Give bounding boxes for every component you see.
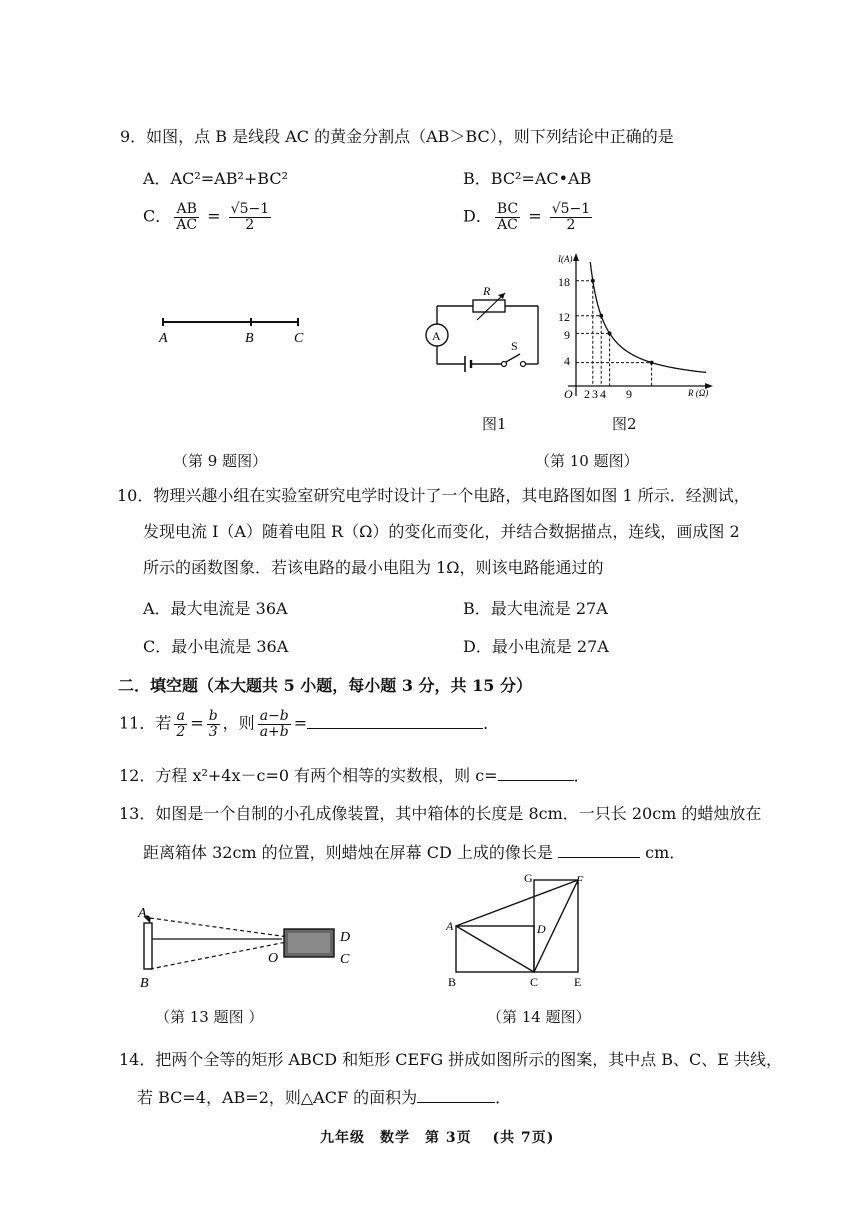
q11-answer-blank[interactable] [307,728,483,729]
q9-caption: （第 9 题图） [173,452,268,470]
q13-line2: 距离箱体 32cm 的位置，则蜡烛在屏幕 CD 上成的像长是 cm． [143,843,686,862]
q9-point-c: C [294,331,304,346]
q11-prefix: 11．若 [119,713,172,733]
q9-option-c-fraction: $\frac{AB}{AC}$ [176,201,198,233]
resistor-label: R [483,284,491,298]
q10-option-b: B．最大电流是 27A [463,599,608,618]
q11-fraction-b-over-3: $\frac{b}{3}$ [208,708,218,740]
q13-label-c: C [340,952,350,967]
q9-option-d-fraction: $\frac{BC}{AC}$ [496,201,519,233]
q10-option-a: A．最大电流是 36A [143,599,288,618]
section-heading-fill-in: 二．填空题（本大题共 5 小题，每小题 3 分，共 15 分） [118,676,532,695]
x-tick-3: 3 [592,387,598,401]
q13-label-b: B [140,976,149,991]
y-tick-9: 9 [564,328,570,342]
x-axis-label: R (Ω) [688,388,709,398]
origin-label: O [564,387,573,401]
q13-label-d: D [340,930,351,945]
q14-rectangles-figure [440,870,590,992]
q10-current-resistance-graph [548,250,718,402]
y-axis-label: I(A) [558,254,573,264]
q11-fraction-a-over-2: $\frac{a}{2}$ [176,708,186,740]
q9-segment-figure [155,312,315,348]
q10-option-c: C．最小电流是 36A [143,637,289,656]
q9-point-b: B [245,331,254,346]
q13-caption: （第 13 题图 ） [155,1008,264,1026]
q11-fraction-target: $\frac{a-b}{a+b}$ [259,708,289,740]
q9-option-d-label: D． [463,206,492,226]
q14-label-b: B [448,975,457,989]
inverse-curve [590,262,706,372]
q14-label-g: G [524,871,533,885]
data-point-2 [591,279,595,283]
data-point-3 [599,314,603,318]
q14-answer-blank[interactable] [417,1102,495,1103]
switch-label: S [511,339,518,353]
q13-pinhole-figure [132,895,367,995]
q10-stem-line1: 10．物理兴趣小组在实验室研究电学时设计了一个电路，其电路图如图 1 所示．经测试， [117,486,750,505]
data-points [591,279,654,365]
y-tick-12: 12 [558,310,570,324]
q11: 11．若 $\frac{a}{2}$ = $\frac{b}{3}$ ，则 $\frac{a-b}{a+b}$ = ． [119,708,500,740]
q10-circuit-diagram [425,284,547,384]
ammeter-label: A [432,329,441,343]
q14-label-a: A [446,919,454,933]
q9-stem: 9．如图，点 B 是线段 AC 的黄金分割点（AB＞BC），则下列结论中正确的是 [120,127,674,146]
q13-line1: 13．如图是一个自制的小孔成像装置，其中箱体的长度是 8cm．一只长 20cm 的蜡烛放在 [119,804,762,823]
data-point-9 [650,361,654,365]
q14-label-d: D [537,922,546,936]
candle [144,923,152,969]
q13-label-a: A [138,906,147,921]
q14-label-f: F [576,873,584,887]
page-footer: 九年级 数学 第 3页 (共 7页) [320,1130,555,1146]
q9-point-a: A [159,331,168,346]
q12-answer-blank[interactable] [498,780,574,781]
data-point-4 [608,331,612,335]
y-tick-4: 4 [564,354,570,368]
q14-caption: （第 14 题图） [487,1008,591,1026]
q9-option-c: C． $\frac{AB}{AC}$ = $\frac{√5-1}{2}$ [143,201,270,233]
y-tick-18: 18 [558,275,570,289]
q14-label-c: C [530,975,539,989]
q13-answer-blank[interactable] [558,857,640,858]
q14-label-e: E [574,975,582,989]
q13-label-o: O [268,951,279,966]
q14-line2: 若 BC=4，AB=2，则△ACF 的面积为 ． [137,1088,512,1107]
q9-option-b: B．BC²=AC•AB [463,169,592,188]
q10-fig1-caption: 图1 [482,415,507,433]
q10-option-d: D．最小电流是 27A [463,637,609,656]
q12-text: 12．方程 x²+4x－c=0 有两个相等的实数根，则 c= [119,766,498,785]
q9-option-d: D． $\frac{BC}{AC}$ = $\frac{√5-1}{2}$ [463,201,591,233]
x-tick-9: 9 [626,387,632,401]
q10-caption: （第 10 题图） [535,452,639,470]
resistor-symbol [473,300,505,312]
q10-fig2-caption: 图2 [612,415,637,433]
x-tick-4: 4 [600,387,606,401]
q10-stem-line3: 所示的函数图象．若该电路的最小电阻为 1Ω，则该电路能通过的 [143,558,604,577]
q9-option-c-label: C． [143,206,172,226]
q14-line1: 14．把两个全等的矩形 ABCD 和矩形 CEFG 拼成如图所示的图案，其中点 B、C、E 共线， [119,1050,783,1069]
q10-stem-line2: 发现电流 I（A）随着电阻 R（Ω）的变化而变化，并结合数据描点，连线，画成图 2 [143,522,740,541]
q12: 12．方程 x²+4x－c=0 有两个相等的实数根，则 c= ． [119,766,590,785]
q9-option-d-golden-ratio: $\frac{√5-1}{2}$ [551,201,591,233]
x-tick-2: 2 [584,387,590,401]
q9-option-a: A．AC²=AB²+BC² [143,169,289,188]
q9-option-c-golden-ratio: $\frac{√5-1}{2}$ [230,201,270,233]
guide-lines [576,281,652,386]
switch-symbol [506,354,520,362]
